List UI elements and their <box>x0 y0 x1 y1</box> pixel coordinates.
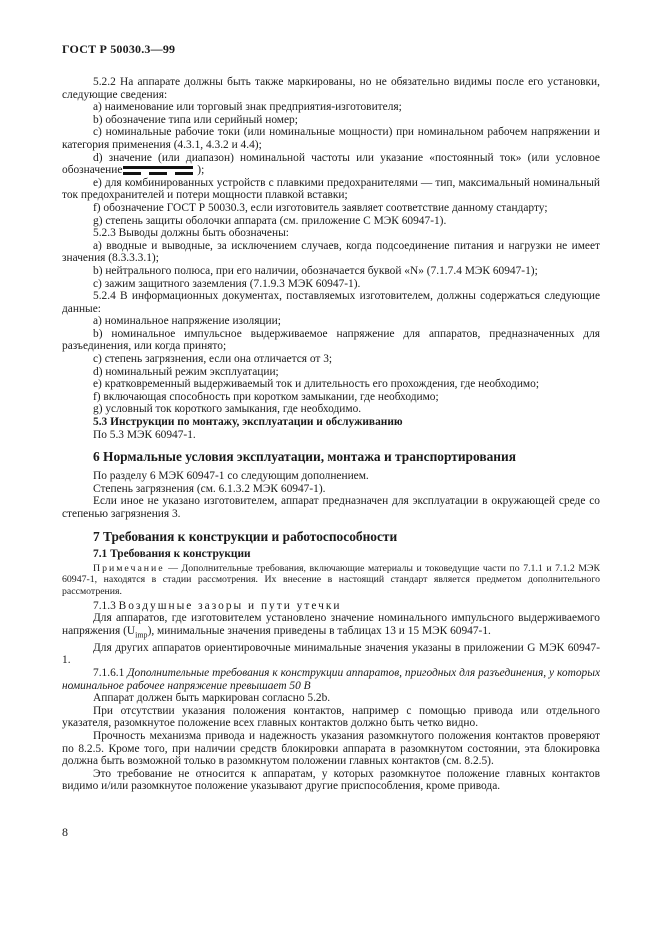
paragraph: c) зажим защитного заземления (7.1.9.3 МЭК 60947-1). <box>93 277 361 290</box>
paragraph: 5.2.3 Выводы должны быть обозначены: <box>93 227 289 240</box>
paragraph <box>62 612 600 641</box>
paragraph: По 5.3 МЭК 60947-1. <box>93 428 196 441</box>
paragraph: При отсутствии указания положения контактов, например с помощью привода или отдельного указателя, разомкнутое положение всех главных контактов должно быть четко видно. <box>62 704 600 730</box>
page-header: ГОСТ Р 50030.3—99 <box>62 42 176 56</box>
paragraph: Степень загрязнения (см. 6.1.3.2 МЭК 60947-1). <box>93 482 326 495</box>
subsection-heading: 5.3 Инструкции по монтажу, эксплуатации и обслуживанию <box>93 416 403 429</box>
paragraph: b) нейтрального полюса, при его наличии, обозначается буквой «N» (7.1.7.4 МЭК 60947-1); <box>93 264 538 277</box>
paragraph: а) наименование или торговый знак предприятия-изготовителя; <box>93 101 402 114</box>
paragraph: c) степень загрязнения, если она отличается от 3; <box>93 353 333 366</box>
spacer <box>62 521 600 529</box>
paragraph: e) для комбинированных устройств с плавкими предохранителями — тип, максимальный номинальный ток предохранителей и потери мощности плавкой вставки; <box>62 176 600 202</box>
clause-title: Дополнительные требования к конструкции аппаратов, пригодных для разъединения, у которых номинальное рабочее напряжение превышает 50 В <box>62 667 601 692</box>
note-label: Примечание <box>93 563 165 575</box>
clause-number: 7.1.6.1 <box>93 667 128 680</box>
text-run: ); <box>194 164 205 177</box>
note <box>62 563 600 597</box>
paragraph: а) вводные и выводные, за исключением случаев, когда подсоединение питания и нагрузки не имеет значения (8.3.3.3.1); <box>62 239 600 265</box>
section-heading: 7 Требования к конструкции и работоспособности <box>93 528 398 544</box>
paragraph: f) включающая способность при коротком замыкании, где необходимо; <box>93 390 439 403</box>
paragraph: Это требование не относится к аппаратам, у которых разомкнутое положение главных контактов видимо и/или разомкнутое положение указывают другие приспособления, кроме привода. <box>62 767 600 793</box>
document-body <box>62 76 600 793</box>
paragraph: Аппарат должен быть маркирован согласно 5.2b. <box>93 692 331 705</box>
paragraph <box>62 152 600 177</box>
note-text: — Дополнительные требования, включающие материалы и токоведущие части по 7.1.1 и 7.1.2 МЭК 60947-1, находятся в стадии рассмотрения. Их внесение в настоящий стандарт является предметом дополнительного рассмотрения. <box>62 563 600 597</box>
spacer <box>62 441 600 449</box>
paragraph: c) номинальные рабочие токи (или номинальные мощности) при номинальном рабочем напряжении и категория применения (4.3.1, 4.3.2 и 4.4); <box>62 126 600 151</box>
section-heading: 6 Нормальные условия эксплуатации, монтажа и транспортирования <box>93 449 516 465</box>
text-run: d) значение (или диапазон) номинальной частоты или указание «постоянный ток» (или условное обозначение <box>62 151 600 177</box>
clause-number: 7.1.3 <box>93 599 119 612</box>
page-number: 8 <box>62 825 68 839</box>
paragraph: b) обозначение типа или серийный номер; <box>93 113 298 126</box>
paragraph: 5.2.2 На аппарате должны быть также маркированы, но не обязательно видимы после его установки, следующие сведения: <box>62 76 600 101</box>
paragraph: Прочность механизма привода и надежность указания разомкнутого положения контактов проверяют по 8.2.5. Кроме того, при наличии средств блокировки аппарата в разомкнутом состоянии, эта блокировка должна быть возможной только в разомкнутом положении главных контактов (см. 8.2.5). <box>62 730 600 768</box>
paragraph: 5.2.4 В информационных документах, поставляемых изготовителем, должны содержаться следующие данные: <box>62 290 600 315</box>
subsection-heading: 7.1 Требования к конструкции <box>93 547 251 560</box>
text-run: Для аппаратов, где изготовителем установлено значение номинального импульсного выдерживаемого напряжения (U <box>62 612 600 637</box>
paragraph: d) номинальный режим эксплуатации; <box>93 365 279 378</box>
paragraph: а) номинальное напряжение изоляции; <box>93 315 281 328</box>
dc-symbol-icon <box>123 165 193 177</box>
clause-heading <box>62 667 600 692</box>
paragraph: Для других аппаратов ориентировочные минимальные значения указаны в приложении G МЭК 60947-1. <box>62 641 600 667</box>
paragraph: g) условный ток короткого замыкания, где необходимо. <box>93 403 362 416</box>
clause-title: Воздушные зазоры и пути утечки <box>118 599 342 612</box>
paragraph: e) кратковременный выдерживаемый ток и длительность его прохождения, где необходимо; <box>93 378 539 391</box>
paragraph: f) обозначение ГОСТ Р 50030.3, если изготовитель заявляет соответствие данному стандарту; <box>93 201 548 214</box>
clause-heading <box>62 600 600 613</box>
text-run: ), минимальные значения приведены в таблицах 13 и 15 МЭК 60947-1. <box>147 624 491 637</box>
subscript: imp <box>135 630 148 640</box>
paragraph: Если иное не указано изготовителем, аппарат предназначен для эксплуатации в окружающей среде со степенью загрязнения 3. <box>62 495 600 520</box>
paragraph: По разделу 6 МЭК 60947-1 со следующим дополнением. <box>93 470 369 483</box>
paragraph: g) степень защиты оболочки аппарата (см. приложение С МЭК 60947-1). <box>93 214 447 227</box>
paragraph: b) номинальное импульсное выдерживаемое напряжение для аппаратов, предназначенных для разъединения, или когда принято; <box>62 327 600 353</box>
